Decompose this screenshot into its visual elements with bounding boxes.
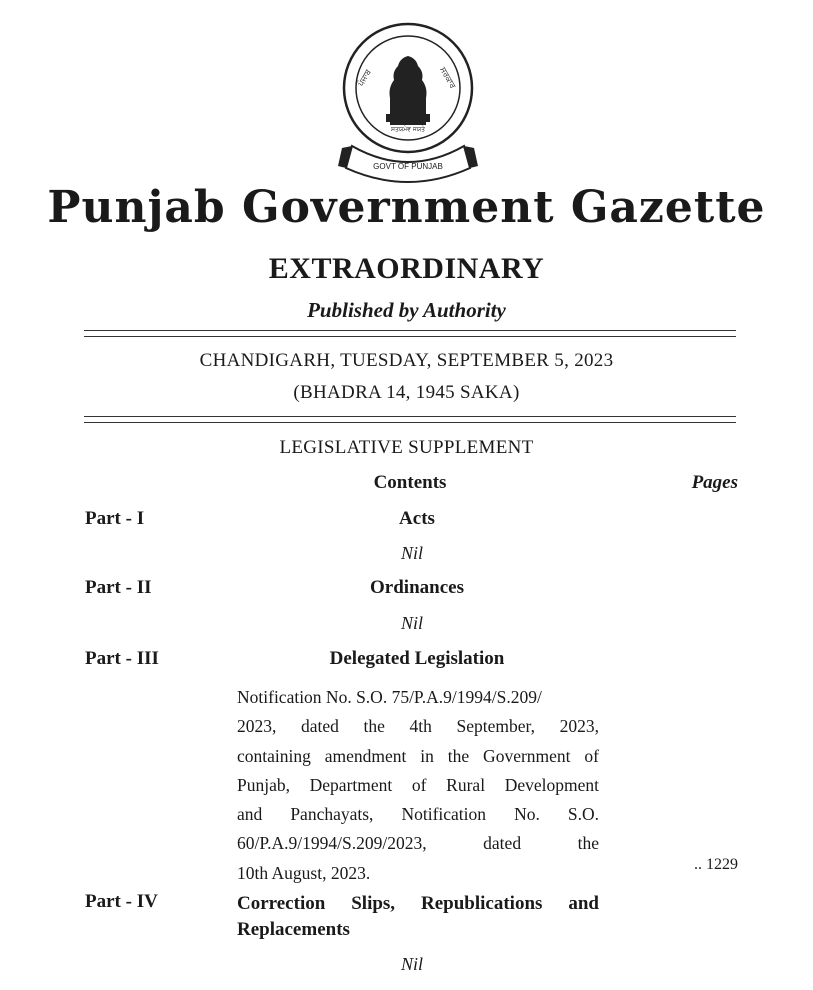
divider <box>84 422 736 423</box>
notification-text <box>237 683 599 888</box>
notification-line: 10th August, 2023. <box>237 862 371 883</box>
part-title: Delegated Legislation <box>329 648 505 669</box>
part-label: Part - III <box>85 648 159 669</box>
emblem-banner: GOVT OF PUNJAB <box>373 162 443 171</box>
part-title-line: Correction Slips, Republications and <box>237 893 599 914</box>
supplement-heading: LEGISLATIVE SUPPLEMENT <box>279 437 534 458</box>
page-number: .. 1229 <box>694 856 738 873</box>
notification-line: 2023, dated the 4th September, 2023, <box>237 716 599 737</box>
part-title <box>237 891 599 943</box>
divider <box>84 330 736 331</box>
pages-heading: Pages <box>691 472 738 493</box>
notification-line: Punjab, Department of Rural Development <box>237 774 599 795</box>
emblem-right-text: ਸਰਕਾਰ <box>438 65 458 90</box>
notification-line: 60/P.A.9/1994/S.209/2023, dated the <box>237 833 599 854</box>
part-title: Acts <box>399 508 435 529</box>
part-body-nil: Nil <box>400 543 423 563</box>
divider <box>84 416 736 417</box>
dateline: CHANDIGARH, TUESDAY, SEPTEMBER 5, 2023 <box>199 350 614 371</box>
contents-heading: Contents <box>373 472 447 493</box>
emblem-left-text: ਪੰਜਾਬ <box>356 67 373 88</box>
gazette-title: Punjab Government Gazette <box>47 182 766 233</box>
part-label: Part - II <box>85 577 152 598</box>
part-label: Part - I <box>85 508 145 529</box>
gazette-subtitle: EXTRAORDINARY <box>268 252 545 285</box>
part-body-nil: Nil <box>400 954 423 974</box>
notification-line: and Panchayats, Notification No. S.O. <box>237 804 599 825</box>
part-title: Ordinances <box>370 577 464 598</box>
part-title-line: Replacements <box>237 919 350 940</box>
notification-line: containing amendment in the Government of <box>237 745 599 766</box>
emblem-motto: ਸਤਯਮੇਵ ਜਯਤੇ <box>390 126 425 133</box>
state-emblem-logo <box>338 18 478 193</box>
divider <box>84 336 736 337</box>
saka-date: (BHADRA 14, 1945 SAKA) <box>293 382 520 403</box>
part-body-nil: Nil <box>400 613 423 633</box>
notification-line: Notification No. S.O. 75/P.A.9/1994/S.209/ <box>237 687 542 707</box>
part-label: Part - IV <box>85 891 158 912</box>
published-by-authority: Published by Authority <box>307 298 506 322</box>
